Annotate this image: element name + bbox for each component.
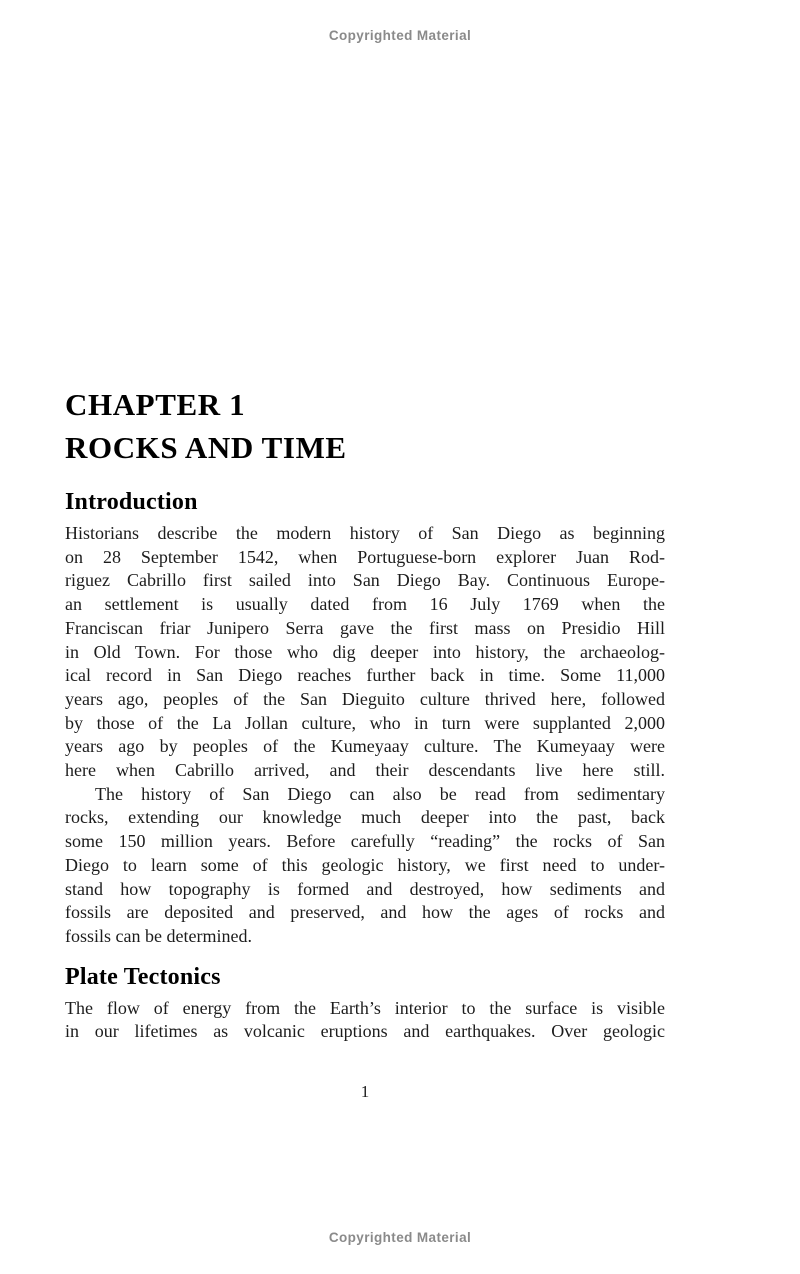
text-line: in Old Town. For those who dig deeper into history, the archaeolog-: [65, 641, 665, 662]
section-heading: Plate Tectonics: [65, 963, 221, 990]
text-line: riguez Cabrillo first sailed into San Diego Bay. Continuous Europe-: [65, 570, 665, 591]
text-line: ical record in San Diego reaches further back in time. Some 11,000: [65, 665, 665, 686]
text-line: rocks, extending our knowledge much deeper into the past, back: [65, 807, 665, 828]
text-line: Historians describe the modern history of San Diego as beginning: [65, 523, 665, 543]
chapter-title: ROCKS AND TIME: [65, 430, 347, 465]
chapter-number: CHAPTER 1: [65, 387, 246, 422]
text-line: on 28 September 1542, when Portuguese-born explorer Juan Rod-: [65, 546, 665, 567]
text-line: in our lifetimes as volcanic eruptions and earthquakes. Over geologic: [65, 1021, 665, 1042]
text-line: some 150 million years. Before carefully “reading” the rocks of San: [65, 831, 665, 852]
text-line: an settlement is usually dated from 16 July 1769 when the: [65, 594, 665, 615]
section-heading: Introduction: [65, 489, 198, 515]
text-line: fossils are deposited and preserved, and how the ages of rocks and: [65, 902, 665, 923]
text-line: by those of the La Jollan culture, who in turn were supplanted 2,000: [65, 712, 665, 733]
paragraph: [65, 522, 665, 783]
paragraph: [65, 997, 665, 1044]
text-line: here when Cabrillo arrived, and their descendants live here still.: [65, 760, 665, 781]
text-line: stand how topography is formed and destroyed, how sediments and: [65, 878, 665, 899]
text-line: The history of San Diego can also be read from sedimentary: [95, 783, 665, 804]
sections: [65, 488, 665, 1044]
page-number: 1: [360, 1082, 370, 1101]
text-line: Diego to learn some of this geologic history, we first need to under-: [65, 854, 665, 875]
text-line: years ago, peoples of the San Dieguito culture thrived here, followed: [65, 688, 665, 709]
text-line: Franciscan friar Junipero Serra gave the first mass on Presidio Hill: [65, 617, 665, 638]
paragraph: [65, 783, 665, 949]
chapter-heading: [65, 383, 665, 469]
text-line: years ago by peoples of the Kumeyaay culture. The Kumeyaay were: [65, 736, 665, 757]
copyright-notice-top: Copyrighted Material: [328, 28, 472, 43]
text-column: [65, 383, 665, 1044]
copyright-notice-bottom: Copyrighted Material: [328, 1230, 472, 1245]
text-line: fossils can be determined.: [65, 925, 252, 946]
text-line: The flow of energy from the Earth’s interior to the surface is visible: [65, 997, 665, 1018]
